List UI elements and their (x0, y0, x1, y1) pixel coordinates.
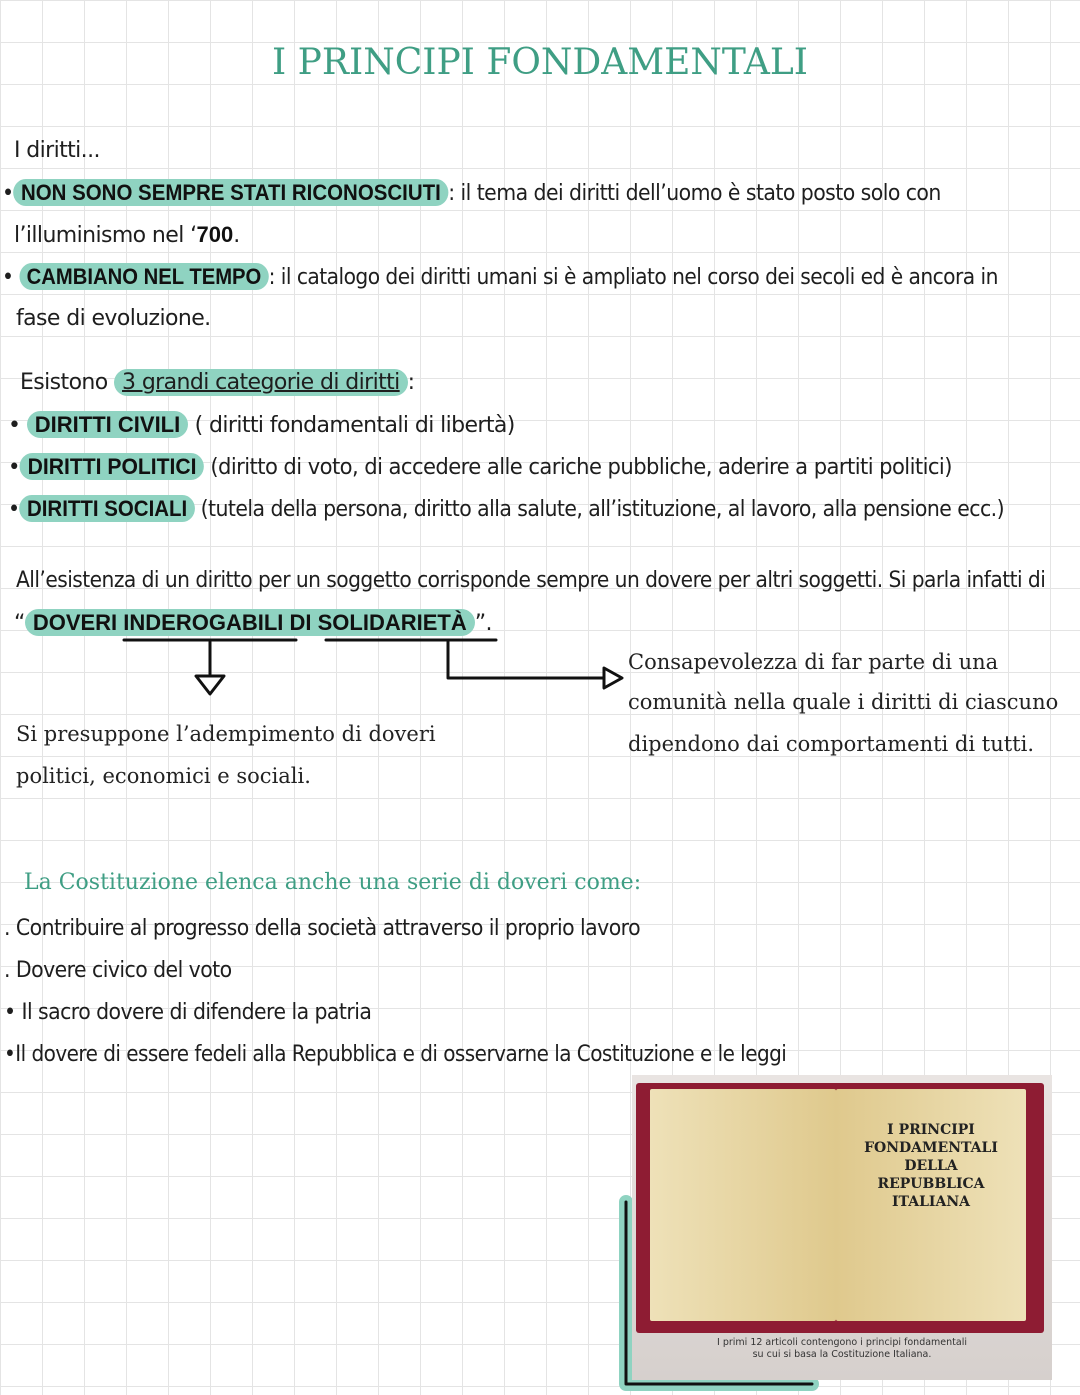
bullet: • (8, 497, 20, 522)
duty-item-vote (4, 958, 232, 983)
point-change-over-time-line2: fase di evoluzione. (16, 306, 211, 331)
duty-text: Il sacro dovere di difendere la patria (21, 1000, 372, 1025)
bullet: . (4, 958, 10, 983)
category-desc: (diritto di voto, di accedere alle cariche pubbliche, aderire a partiti politici) (204, 455, 952, 480)
bullet: • (2, 265, 14, 290)
categories-highlight: 3 grandi categorie di diritti (114, 369, 408, 396)
categories-intro-post: : (407, 370, 415, 395)
century-number: 700 (196, 222, 234, 247)
branch-right-line2: comunità nella quale i diritti di ciascuno (628, 690, 1059, 714)
quote-open: “ (14, 611, 25, 636)
duties-heading: La Costituzione elenca anche una serie di doveri come: (24, 870, 642, 895)
intro-text: I diritti... (14, 138, 100, 163)
arrow-down-head (196, 676, 224, 694)
point-text: : il catalogo dei diritti umani si è ampliato nel corso dei secoli ed è ancora in (268, 265, 998, 290)
branch-left-line2: politici, economici e sociali. (16, 764, 311, 788)
duty-item-work (4, 916, 640, 941)
arrow-right-shaft (448, 642, 604, 678)
categories-intro-pre: Esistono (20, 370, 115, 395)
point-head: NON SONO SEMPRE STATI RICONOSCIUTI (14, 179, 449, 206)
point-text: : il tema dei diritti dell’uomo è stato posto solo con (448, 181, 941, 206)
quote-close: ”. (474, 611, 492, 636)
point-line2: l’illuminismo nel ‘ (14, 223, 197, 248)
bullet: . (4, 916, 10, 941)
duty-item-homeland (4, 1000, 371, 1025)
bullet: • (8, 413, 21, 438)
duty-text: Il dovere di essere fedeli alla Repubblica e di osservarne la Costituzione e le leggi (15, 1042, 787, 1067)
branch-right-line1: Consapevolezza di far parte di una (628, 650, 999, 674)
book-title: I PRINCIPI FONDAMENTALI DELLA REPUBBLICA ITALIANA (864, 1122, 998, 1210)
bullet: • (8, 455, 20, 480)
page-title: I PRINCIPI FONDAMENTALI (271, 42, 809, 83)
category-name: DIRITTI CIVILI (27, 411, 188, 438)
category-name: DIRITTI SOCIALI (20, 495, 195, 522)
book-left-page (650, 1089, 836, 1321)
branch-left-line1: Si presuppone l’adempimento di doveri (16, 722, 436, 746)
arrow-right-head (604, 668, 622, 688)
category-name: DIRITTI POLITICI (20, 453, 204, 480)
duty-item-loyalty (4, 1042, 786, 1067)
category-desc: (tutela della persona, diritto alla salute, all’istituzione, al lavoro, alla pensione ecc.) (194, 497, 1005, 522)
duty-text: Contribuire al progresso della società attraverso il proprio lavoro (15, 916, 641, 941)
point-line2-end: . (233, 223, 240, 248)
branch-right-line3: dipendono dai comportamenti di tutti. (628, 732, 1035, 756)
duty-paragraph-line1: All’esistenza di un diritto per un soggetto corrisponde sempre un dovere per altri soggetti. Si parla infatti di (16, 568, 1046, 593)
bullet: • (4, 1000, 16, 1025)
solidarity-duties-label: DOVERI INDEROGABILI DI SOLIDARIETÀ (25, 609, 475, 636)
constitution-book-image (632, 1075, 1052, 1380)
book-caption: I primi 12 articoli contengono i principi fondamentali su cui si basa la Costituzione Italiana. (717, 1337, 967, 1360)
point-head: CAMBIANO NEL TEMPO (19, 263, 268, 290)
bullet: • (4, 1042, 16, 1067)
bullet: • (2, 181, 14, 206)
duty-text: Dovere civico del voto (15, 958, 232, 983)
category-desc: ( diritti fondamentali di libertà) (188, 413, 515, 438)
